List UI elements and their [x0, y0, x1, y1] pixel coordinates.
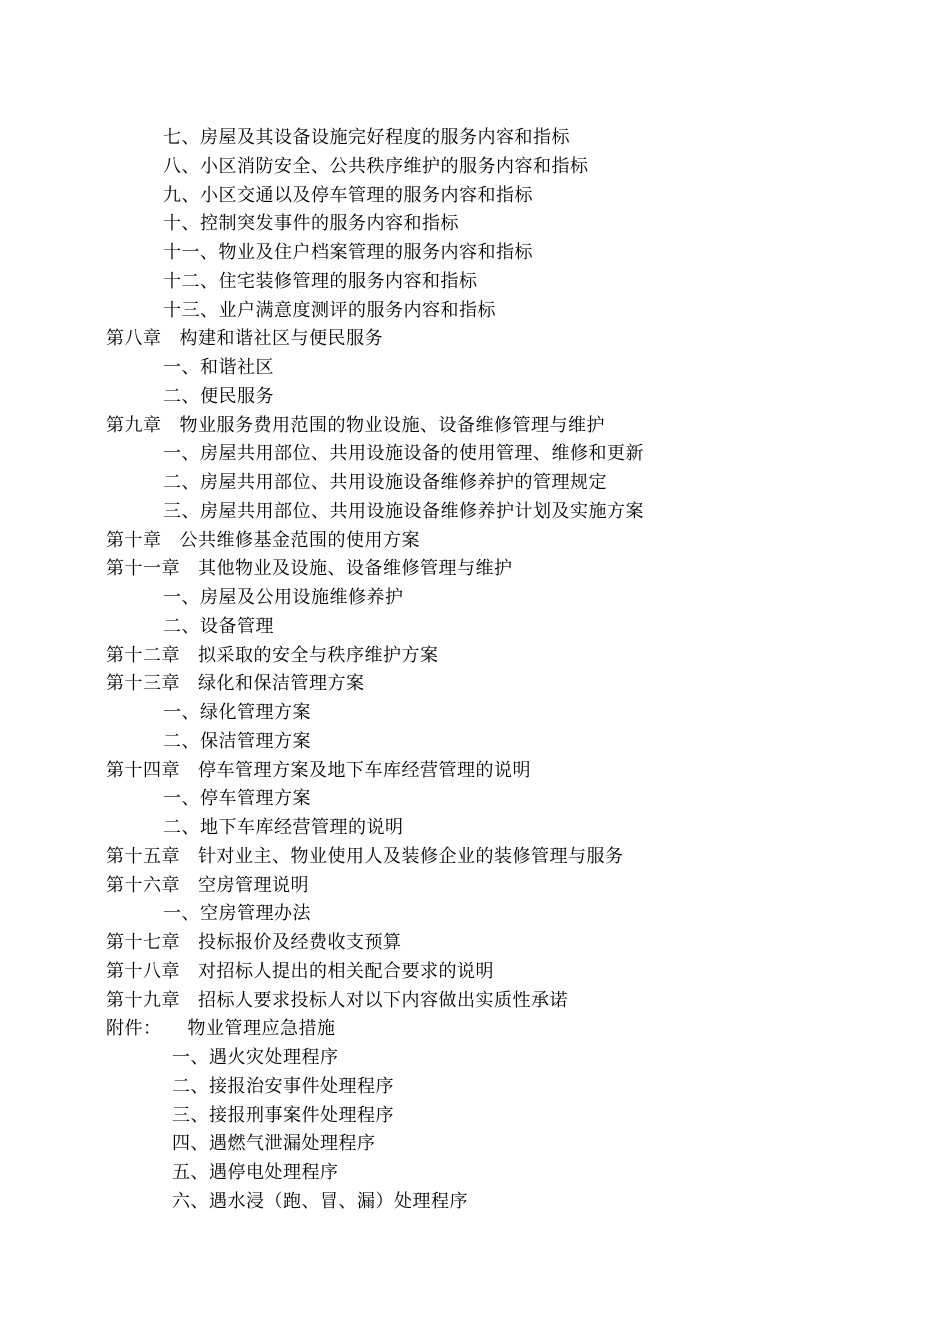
toc-chapter-item	[0, 958, 950, 987]
toc-section-title: 四、遇燃气泄漏处理程序	[172, 1133, 376, 1155]
toc-chapter-title: 拟采取的安全与秩序维护方案	[198, 644, 439, 666]
toc-section-item	[0, 153, 950, 182]
toc-section-item	[0, 182, 950, 211]
toc-chapter-title: 对招标人提出的相关配合要求的说明	[198, 960, 494, 982]
toc-section-item	[0, 699, 950, 728]
toc-section-title: 一、遇火灾处理程序	[172, 1047, 339, 1068]
toc-section-title: 八、小区消防安全、公共秩序维护的服务内容和指标	[163, 155, 589, 177]
toc-chapter-number: 第十八章	[106, 960, 180, 982]
toc-section-title: 七、房屋及其设备设施完好程度的服务内容和指标	[163, 127, 570, 148]
toc-section-title: 十一、物业及住户档案管理的服务内容和指标	[163, 242, 533, 263]
toc-chapter-number: 第十六章	[106, 874, 180, 896]
toc-section-item	[0, 498, 950, 527]
toc-chapter-number: 第十一章	[106, 558, 180, 580]
toc-chapter-item	[0, 325, 950, 354]
toc-section-title: 二、保洁管理方案	[163, 730, 311, 752]
toc-section-item	[0, 383, 950, 412]
toc-chapter-title: 其他物业及设施、设备维修管理与维护	[198, 558, 513, 580]
toc-section-title: 五、遇停电处理程序	[172, 1162, 339, 1183]
toc-section-item	[0, 1159, 950, 1188]
toc-section-item	[0, 1073, 950, 1102]
toc-chapter-number: 第十五章	[106, 845, 180, 867]
toc-section-item	[0, 297, 950, 326]
toc-chapter-title: 公共维修基金范围的使用方案	[179, 529, 420, 551]
toc-chapter-number: 第十七章	[106, 932, 180, 953]
toc-appendix-item	[0, 1015, 950, 1044]
toc-section-item	[0, 1130, 950, 1159]
toc-section-title: 六、遇水浸（跑、冒、漏）处理程序	[172, 1190, 468, 1212]
toc-section-title: 二、设备管理	[163, 615, 274, 637]
toc-section-title: 一、房屋及公用设施维修养护	[163, 587, 404, 608]
toc-chapter-item	[0, 642, 950, 671]
toc-chapter-item	[0, 987, 950, 1016]
toc-section-item	[0, 613, 950, 642]
toc-chapter-title: 构建和谐社区与便民服务	[179, 328, 383, 350]
toc-chapter-title: 绿化和保洁管理方案	[198, 673, 365, 695]
toc-chapter-title: 针对业主、物业使用人及装修企业的装修管理与服务	[198, 845, 624, 867]
toc-section-title: 一、空房管理办法	[163, 903, 311, 925]
toc-section-item	[0, 1188, 950, 1217]
toc-chapter-item	[0, 843, 950, 872]
toc-section-title: 二、便民服务	[163, 385, 274, 407]
toc-section-item	[0, 210, 950, 239]
toc-section-item	[0, 900, 950, 929]
toc-section-item	[0, 1102, 950, 1131]
table-of-contents	[0, 124, 950, 1217]
toc-section-title: 三、房屋共用部位、共用设施设备维修养护计划及实施方案	[163, 500, 644, 522]
toc-chapter-title: 物业服务费用范围的物业设施、设备维修管理与维护	[179, 414, 605, 436]
toc-chapter-title: 物业管理应急措施	[187, 1018, 336, 1040]
toc-chapter-number: 第十三章	[106, 673, 180, 695]
toc-chapter-item	[0, 527, 950, 556]
toc-section-title: 十二、住宅装修管理的服务内容和指标	[163, 270, 478, 292]
toc-section-item	[0, 728, 950, 757]
toc-chapter-item	[0, 555, 950, 584]
toc-section-title: 十三、业户满意度测评的服务内容和指标	[163, 299, 496, 321]
toc-section-title: 九、小区交通以及停车管理的服务内容和指标	[163, 184, 533, 206]
toc-section-item	[0, 354, 950, 383]
toc-section-title: 十、控制突发事件的服务内容和指标	[163, 213, 459, 235]
toc-section-item	[0, 584, 950, 613]
toc-section-item	[0, 1044, 950, 1073]
toc-chapter-number: 第十章	[106, 529, 162, 551]
toc-chapter-item	[0, 757, 950, 786]
toc-section-title: 一、和谐社区	[163, 357, 274, 378]
toc-appendix-label: 附件：	[106, 1018, 162, 1040]
toc-chapter-title: 投标报价及经费收支预算	[198, 932, 402, 953]
toc-chapter-item	[0, 929, 950, 958]
toc-section-item	[0, 440, 950, 469]
toc-section-item	[0, 239, 950, 268]
toc-section-title: 二、房屋共用部位、共用设施设备维修养护的管理规定	[163, 472, 607, 493]
toc-section-item	[0, 469, 950, 498]
toc-chapter-item	[0, 670, 950, 699]
toc-section-title: 三、接报刑事案件处理程序	[172, 1104, 394, 1126]
toc-section-title: 二、地下车库经营管理的说明	[163, 817, 404, 838]
toc-section-item	[0, 814, 950, 843]
toc-chapter-title: 空房管理说明	[198, 874, 309, 896]
toc-chapter-item	[0, 412, 950, 441]
toc-chapter-title: 停车管理方案及地下车库经营管理的说明	[198, 759, 531, 781]
toc-section-title: 一、停车管理方案	[163, 788, 311, 810]
toc-section-title: 一、绿化管理方案	[163, 702, 311, 723]
toc-section-title: 二、接报治安事件处理程序	[172, 1075, 394, 1097]
toc-chapter-item	[0, 872, 950, 901]
toc-chapter-title: 招标人要求投标人对以下内容做出实质性承诺	[198, 989, 568, 1011]
toc-chapter-number: 第八章	[106, 328, 162, 350]
toc-section-item	[0, 124, 950, 153]
toc-section-item	[0, 785, 950, 814]
toc-section-title: 一、房屋共用部位、共用设施设备的使用管理、维修和更新	[163, 443, 644, 465]
toc-chapter-number: 第九章	[106, 414, 162, 436]
toc-section-item	[0, 268, 950, 297]
toc-chapter-number: 第十九章	[106, 989, 180, 1011]
toc-chapter-number: 第十四章	[106, 759, 180, 781]
toc-chapter-number: 第十二章	[106, 644, 180, 666]
